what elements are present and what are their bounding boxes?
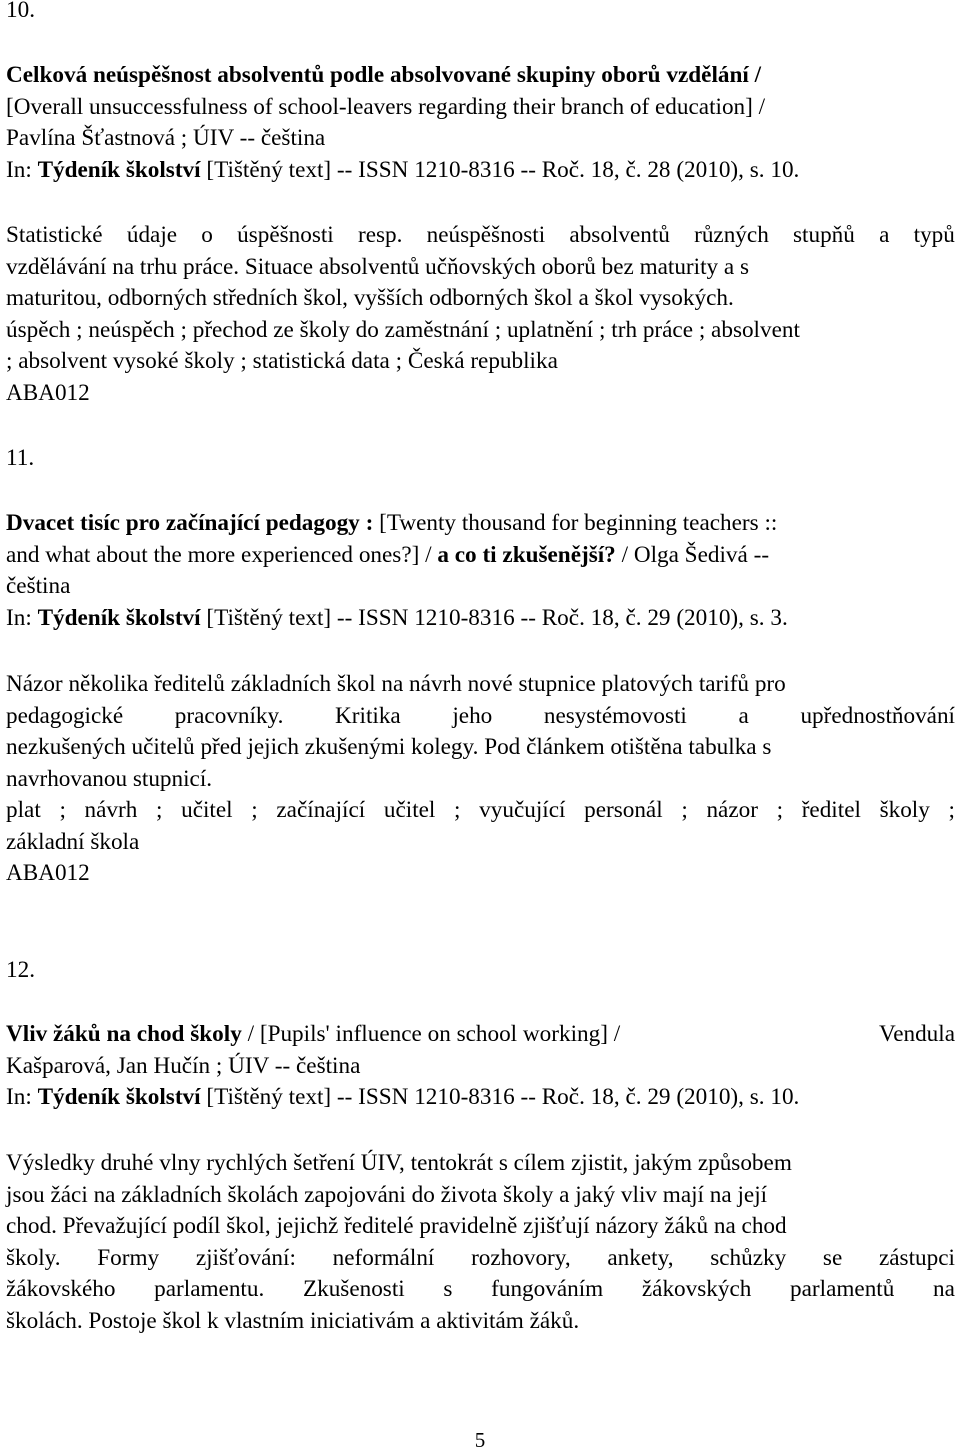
abstract-line: Názor několika ředitelů základních škol na návrh nové stupnice platových tarifů pro xyxy=(6,671,786,697)
word: Formy xyxy=(97,1244,160,1271)
word: učitel xyxy=(383,797,436,823)
word: neformální xyxy=(332,1244,435,1271)
record-10 xyxy=(6,0,955,27)
abstract-line: nezkušených učitelů před jejich zkušenými kolegy. Pod článkem otištěna tabulka s xyxy=(6,734,772,760)
word: ředitel xyxy=(801,797,861,823)
record-11-abstract xyxy=(6,669,955,890)
record-number: 12. xyxy=(6,957,35,983)
word: návrh xyxy=(84,797,138,823)
abstract-line: vzdělávání na trhu práce. Situace absolventů učňovských oborů bez maturity a s xyxy=(6,253,750,280)
record-number: 11. xyxy=(6,445,35,471)
word: vyučující xyxy=(479,797,566,823)
word: různých xyxy=(694,222,769,248)
journal-name: Týdeník školství xyxy=(37,1084,201,1110)
word: typů xyxy=(913,222,955,248)
word: žákovských xyxy=(641,1276,752,1302)
record-title-en: [Overall unsuccessfulness of school-leavers regarding their branch of education] / xyxy=(6,93,766,120)
record-code: ABA012 xyxy=(6,379,90,406)
record-title xyxy=(6,60,955,92)
word: školy. xyxy=(6,1244,61,1271)
word: na xyxy=(933,1276,955,1302)
word: plat xyxy=(6,797,41,823)
word: nesystémovosti xyxy=(543,702,687,729)
word: s xyxy=(443,1276,453,1302)
keywords-line xyxy=(6,795,955,827)
word: údaje xyxy=(126,222,178,248)
record-authors-cont: Kašparová, Jan Hučín ; ÚIV -- čeština xyxy=(6,1052,361,1079)
record-number: 10. xyxy=(6,0,35,23)
word: Kritika xyxy=(335,702,401,729)
record-language: čeština xyxy=(6,573,71,599)
word: resp. xyxy=(357,222,403,248)
record-source: In: Týdeník školství [Tištěný text] -- ISSN 1210-8316 -- Roč. 18, č. 29 (2010), s. 10. xyxy=(6,1084,800,1110)
abstract-line: navrhovanou stupnicí. xyxy=(6,765,213,792)
record-11-body xyxy=(6,508,955,634)
record-authors: Vendula xyxy=(879,1021,955,1047)
keywords-line: základní škola xyxy=(6,828,140,855)
record-source: In: Týdeník školství [Tištěný text] -- ISSN 1210-8316 -- Roč. 18, č. 28 (2010), s. 10. xyxy=(6,156,800,183)
abstract-line: chod. Převažující podíl škol, jejichž ředitelé pravidelně zjišťují názory žáků na chod xyxy=(6,1213,787,1239)
record-title-bold: Dvacet tisíc pro začínající pedagogy : xyxy=(6,510,374,536)
word: personál xyxy=(584,797,663,823)
word: učitel xyxy=(181,797,233,823)
word: ; xyxy=(59,797,66,823)
keywords-line: úspěch ; neúspěch ; přechod ze školy do zaměstnání ; uplatnění ; trh práce ; absolvent xyxy=(6,316,800,343)
abstract-line xyxy=(6,1274,955,1306)
word: ; xyxy=(681,797,688,823)
word: názor xyxy=(706,797,758,823)
word: ankety, xyxy=(607,1244,674,1271)
record-authors: Pavlína Šťastnová ; ÚIV -- čeština xyxy=(6,125,326,151)
record-title-bold: Celková neúspěšnost absolventů podle absolvované skupiny oborů vzdělání / xyxy=(6,62,762,88)
word: jeho xyxy=(452,702,493,729)
record-12-body xyxy=(6,1019,955,1114)
abstract-line: jsou žáci na základních školách zapojováni do života školy a jaký vliv mají na její xyxy=(6,1181,768,1208)
word: stupňů xyxy=(793,222,855,248)
word: zástupci xyxy=(878,1244,955,1271)
record-title: Dvacet tisíc pro začínající pedagogy : [Twenty thousand for beginning teachers :: xyxy=(6,510,778,536)
record-title: Vliv žáků na chod školy / [Pupils' influence on school working] / Vendula xyxy=(6,1019,955,1051)
abstract-line: školách. Postoje škol k vlastním iniciativám a aktivitám žáků. xyxy=(6,1307,580,1334)
word: parlamentů xyxy=(790,1276,895,1302)
keywords-line: ; absolvent vysoké školy ; statistická data ; Česká republika xyxy=(6,348,558,374)
record-10-abstract xyxy=(6,220,955,409)
word: a xyxy=(738,702,749,729)
journal-name: Týdeník školství xyxy=(37,604,201,631)
record-12 xyxy=(6,955,955,987)
word: rozhovory, xyxy=(471,1244,571,1271)
word: schůzky xyxy=(710,1244,787,1271)
word: Statistické xyxy=(6,222,103,248)
abstract-line xyxy=(6,220,955,252)
word: upřednostňování xyxy=(800,702,955,729)
record-source: In: Týdeník školství [Tištěný text] -- ISSN 1210-8316 -- Roč. 18, č. 29 (2010), s. 3. xyxy=(6,604,788,631)
word: začínající xyxy=(276,797,366,823)
word: zjišťování: xyxy=(195,1244,296,1271)
record-title-bold: Vliv žáků na chod školy xyxy=(6,1021,242,1047)
record-code: ABA012 xyxy=(6,860,90,886)
word: ; xyxy=(251,797,258,823)
record-authors: / Olga Šedivá -- xyxy=(615,541,770,568)
record-12-abstract xyxy=(6,1148,955,1337)
abstract-line xyxy=(6,1243,955,1275)
page-number: 5 xyxy=(474,1428,486,1452)
word: ; xyxy=(948,797,955,823)
journal-name: Týdeník školství xyxy=(37,156,201,183)
word: školy xyxy=(879,797,930,823)
word: pedagogické xyxy=(6,702,124,729)
record-title-cont: and what about the more experienced ones?] / a co ti zkušenější? / Olga Šedivá -- xyxy=(6,541,770,568)
word: absolventů xyxy=(569,222,670,248)
word: ; xyxy=(156,797,163,823)
word: o xyxy=(201,222,213,248)
word: neúspěšnosti xyxy=(426,222,546,248)
record-10-body xyxy=(6,60,955,186)
abstract-line: maturitou, odborných středních škol, vyšších odborných škol a škol vysokých. xyxy=(6,285,734,311)
record-11 xyxy=(6,443,955,475)
word: pracovníky. xyxy=(174,702,284,729)
word: úspěšnosti xyxy=(237,222,334,248)
abstract-line: Výsledky druhé vlny rychlých šetření ÚIV, tentokrát s cílem zjistit, jakým způsobem xyxy=(6,1150,792,1176)
word: ; xyxy=(776,797,784,823)
abstract-line xyxy=(6,701,955,733)
word: žákovského xyxy=(6,1276,116,1302)
word: ; xyxy=(454,797,461,823)
word: Zkušenosti xyxy=(302,1276,405,1302)
word: parlamentu. xyxy=(154,1276,265,1302)
word: fungováním xyxy=(491,1276,604,1302)
word: se xyxy=(822,1244,843,1271)
word: a xyxy=(879,222,890,248)
